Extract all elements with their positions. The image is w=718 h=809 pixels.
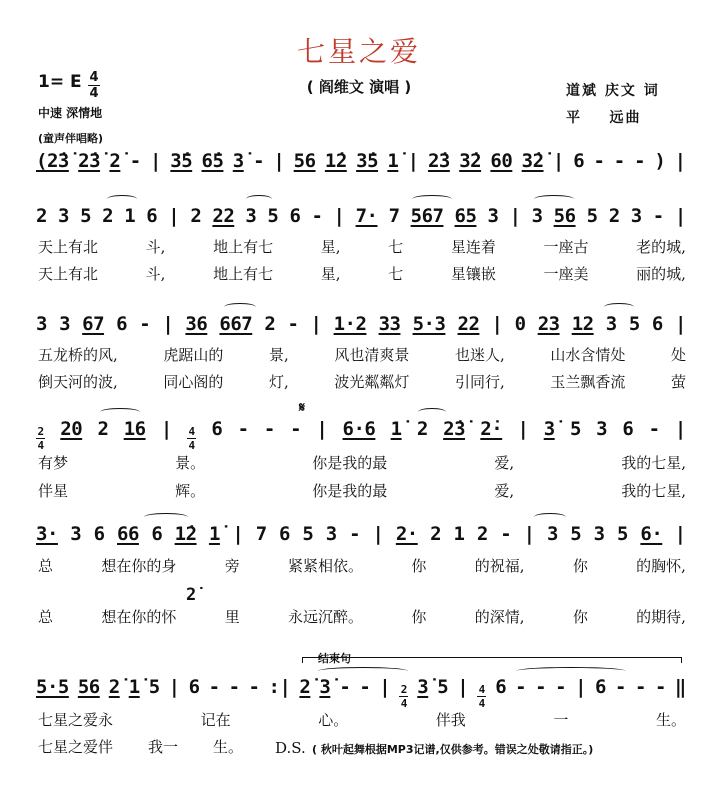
note: -	[208, 676, 220, 698]
note: 1	[124, 205, 136, 227]
note: )	[654, 150, 666, 172]
note: 5	[586, 205, 598, 227]
lyric-phrase: 伴星	[38, 482, 69, 500]
slur	[604, 303, 634, 311]
note: 2	[97, 418, 109, 440]
note: -	[515, 676, 527, 698]
note: 2̇	[108, 676, 120, 698]
lyric-phrase: 想在你的怀	[101, 608, 177, 626]
note: 56	[293, 150, 316, 172]
lyric-phrase: 你	[572, 557, 588, 575]
note: -	[253, 150, 265, 172]
lyric-line-verse-2	[38, 371, 686, 392]
note: 1	[453, 523, 465, 545]
note: -	[359, 676, 371, 698]
note: 3	[531, 205, 543, 227]
lyric-phrase: 七星之爱永	[38, 711, 114, 729]
lyric-line-verse-1	[38, 555, 686, 576]
note: -	[237, 418, 249, 440]
lyric-phrase: 我的七星,	[621, 454, 686, 472]
lyric-phrase: 我一	[147, 738, 178, 756]
note: 7·	[355, 205, 378, 227]
note: 0	[514, 313, 526, 335]
note: 5	[617, 523, 628, 545]
lyric-phrase: 我的七星,	[621, 482, 686, 500]
note: 33	[378, 313, 401, 335]
note: 7	[388, 205, 400, 227]
lyric-phrase: 五龙桥的风,	[38, 346, 118, 364]
note: -	[634, 676, 646, 698]
slur	[534, 195, 574, 203]
lyric-phrase: 爱,	[494, 454, 515, 472]
lyric-line-verse-1	[38, 236, 686, 257]
note: -	[648, 418, 660, 440]
lyric-phrase: 你	[572, 608, 588, 626]
lyric-phrase: 你	[411, 557, 427, 575]
lyric-phrase: 天上有北	[38, 238, 99, 256]
note: 22	[212, 205, 235, 227]
note: 3̇5	[356, 150, 379, 172]
note: 16	[123, 418, 146, 440]
note: 5	[570, 523, 582, 545]
note: 1̇	[387, 150, 399, 172]
barline: |	[523, 523, 535, 545]
segno-icon: 𝄋	[299, 400, 306, 416]
time-signature-bottom: 4	[89, 86, 99, 101]
note: 6·	[640, 523, 663, 545]
inline-time-signature-bottom: 4	[478, 697, 485, 710]
lyric-phrase: 斗,	[145, 238, 166, 256]
lyric-phrase: 心。	[318, 711, 349, 729]
lyric-phrase: 你是我的最	[312, 454, 388, 472]
note: -	[535, 676, 547, 698]
lyric-phrase: 总	[38, 557, 54, 575]
lyric-phrase: 你是我的最	[312, 482, 388, 500]
note: 2̇·	[480, 418, 503, 440]
lyric-phrase: 萤	[670, 373, 686, 391]
notation-line	[36, 523, 686, 545]
inline-time-signature	[477, 684, 486, 709]
note: 2̇3̇	[443, 418, 466, 440]
inline-time-signature-top: 4	[188, 425, 195, 438]
note: 6	[116, 313, 128, 335]
slur	[100, 408, 140, 416]
barline: |	[674, 205, 686, 227]
lyric-line-verse-2	[38, 606, 686, 627]
barline: |	[232, 523, 244, 545]
song-title: 七星之爱	[296, 35, 421, 68]
note: -	[129, 150, 141, 172]
barline: |	[674, 150, 686, 172]
note: -	[339, 676, 351, 698]
barline: |	[162, 313, 174, 335]
barline: |	[552, 150, 564, 172]
note: 3̇5	[170, 150, 193, 172]
singer-credit: ( 阎维文 演唱 )	[306, 78, 412, 96]
barline: |	[457, 676, 469, 698]
lyric-phrase: 爱,	[494, 482, 515, 500]
note: -	[349, 523, 361, 545]
note: 1̇	[390, 418, 402, 440]
note: 6	[188, 676, 200, 698]
inline-time-signature-top: 2	[400, 683, 407, 696]
note: 2	[102, 205, 114, 227]
barline: |	[407, 150, 419, 172]
note: 1̇2	[174, 523, 197, 545]
note: 3̇2̇	[521, 150, 544, 172]
lyric-phrase: 虎踞山的	[163, 346, 224, 364]
barline: |	[310, 313, 322, 335]
lyric-phrase: 星连着	[450, 238, 496, 256]
note: 65	[454, 205, 477, 227]
slur	[144, 513, 188, 521]
note: 3	[58, 205, 69, 227]
note: 66	[117, 523, 139, 545]
note: 6	[573, 150, 585, 172]
lyric-phrase: 七	[388, 265, 404, 283]
lyric-phrase: 风也清爽景	[334, 346, 410, 364]
lyric-line-verse-1	[38, 709, 686, 730]
note: -	[139, 313, 151, 335]
note: -	[248, 676, 260, 698]
lyric-phrase: 星,	[320, 265, 341, 283]
note: 667	[219, 313, 253, 335]
note: 2̇	[109, 150, 121, 172]
tempo-marking: 中速 深情地	[38, 106, 103, 120]
lyric-phrase: 倒天河的波,	[38, 373, 118, 391]
note: 3	[59, 313, 71, 335]
lyric-line-verse-2	[38, 736, 243, 757]
note: 567	[410, 205, 444, 227]
note: 3	[593, 523, 605, 545]
note: -	[290, 418, 302, 440]
lyric-phrase: 辉。	[175, 482, 206, 500]
note: 3	[70, 523, 82, 545]
note: 2̇3	[427, 150, 450, 172]
note: 2	[430, 523, 442, 545]
lyric-phrase: 的深情,	[474, 608, 525, 626]
barline: |	[674, 523, 686, 545]
lyric-phrase: 天上有北	[38, 265, 99, 283]
lyric-phrase: 旁	[224, 557, 240, 575]
note: -	[287, 313, 299, 335]
note: 3̇	[543, 418, 555, 440]
ending-bracket-left	[302, 657, 303, 663]
note: 1̇	[128, 676, 140, 698]
inline-time-signature	[399, 684, 408, 709]
note: 5	[302, 523, 314, 545]
lyric-phrase: 山水含情处	[550, 346, 626, 364]
slur	[224, 303, 256, 311]
note: -	[263, 418, 275, 440]
barline: :|	[268, 676, 291, 698]
note: -	[654, 676, 666, 698]
note: (2̇3̇	[36, 150, 69, 172]
lyric-line-verse-1	[38, 344, 686, 365]
note: 6	[151, 523, 163, 545]
note: 6	[651, 313, 663, 335]
note: 2	[608, 205, 620, 227]
lyric-phrase: 灯,	[268, 373, 289, 391]
lyric-phrase: 生。	[212, 738, 243, 756]
note: 5·5	[36, 676, 69, 698]
note: 5	[437, 676, 449, 698]
lyric-phrase: 星镶嵌	[450, 265, 496, 283]
barline: |	[575, 676, 587, 698]
note: 7	[255, 523, 267, 545]
note: 67	[82, 313, 105, 335]
lyric-phrase: 紧紧相依。	[288, 557, 364, 575]
lyric-phrase: 的期待,	[636, 608, 686, 626]
lyric-phrase: 伴我	[435, 711, 466, 729]
notation-line	[36, 418, 686, 451]
note: 2̇3̇	[78, 150, 101, 172]
lyric-phrase: 也迷人,	[454, 346, 505, 364]
ds-label: D.S.	[275, 739, 306, 757]
note: 56	[553, 205, 576, 227]
lyric-phrase: 有梦	[38, 454, 69, 472]
ending-bracket-right	[681, 657, 682, 663]
note: 6	[93, 523, 105, 545]
ending-label: 结束句	[318, 652, 351, 665]
lyric-phrase: 波光粼粼灯	[334, 373, 410, 391]
barline: |	[333, 205, 345, 227]
lyricist-composer-credit: 道斌 庆文 词 平 远曲	[566, 83, 660, 126]
note: -	[311, 205, 323, 227]
lyric-phrase: 记在	[200, 711, 231, 729]
note: 3	[36, 313, 47, 335]
note: 22	[457, 313, 480, 335]
note: 3̇	[319, 676, 331, 698]
note: 3	[546, 523, 558, 545]
slur	[318, 667, 408, 675]
note: 6·6	[342, 418, 376, 440]
lyric-phrase: 地上有七	[213, 265, 274, 283]
lyric-line-verse-1	[38, 452, 686, 473]
barline: ‖	[674, 676, 686, 698]
lyric-phrase: 的胸怀,	[636, 557, 686, 575]
transcription-note: ( 秋叶起舞根据MP3记谱,仅供参考。错误之处敬请指正。)	[312, 743, 594, 756]
lyric-phrase: 里	[224, 608, 240, 626]
barline: |	[379, 676, 391, 698]
lyric-phrase: 一座美	[543, 265, 589, 283]
lyric-phrase: 斗,	[145, 265, 166, 283]
note: 56	[77, 676, 100, 698]
note: 3	[596, 418, 608, 440]
slur	[246, 195, 272, 203]
note: 5	[80, 205, 92, 227]
note: 2·	[395, 523, 418, 545]
inline-time-signature-bottom: 4	[400, 697, 407, 710]
lyric-phrase: 你	[411, 608, 427, 626]
key-signature: 1= E	[38, 72, 82, 92]
notation-line	[36, 150, 686, 172]
inline-time-signature-bottom: 4	[37, 439, 44, 452]
note: 1̇	[208, 523, 220, 545]
lyric-line-verse-2	[38, 480, 686, 501]
note: -	[593, 150, 605, 172]
barline: |	[160, 418, 172, 440]
barline: |	[491, 313, 503, 335]
lyric-phrase: 一座古	[543, 238, 589, 256]
note: 6	[211, 418, 223, 440]
note: 6	[595, 676, 606, 698]
ending-bracket-line	[302, 657, 682, 658]
lyric-phrase: 的祝福,	[474, 557, 525, 575]
barline: |	[674, 313, 686, 335]
note: 5	[628, 313, 640, 335]
note: 3	[605, 313, 617, 335]
inline-time-signature	[36, 426, 45, 451]
note: 6	[495, 676, 507, 698]
lyric-phrase: 景,	[268, 346, 289, 364]
note: 12	[571, 313, 594, 335]
note: 3	[487, 205, 499, 227]
lyric-phrase: 七星之爱伴	[38, 738, 114, 756]
lyric-phrase: 一	[553, 711, 569, 729]
lyric-phrase: 老的城,	[636, 238, 686, 256]
note: 2	[476, 523, 488, 545]
slur	[534, 513, 566, 521]
lyric-phrase: 想在你的身	[101, 557, 177, 575]
inline-time-signature-top: 2	[37, 425, 44, 438]
lyric-phrase: 景。	[175, 454, 206, 472]
note: 1̇2	[324, 150, 347, 172]
note: -	[615, 676, 626, 698]
inline-time-signature-top: 4	[478, 683, 485, 696]
lyric-phrase: 玉兰飘香流	[550, 373, 626, 391]
note: 23	[537, 313, 560, 335]
note: 3	[245, 205, 257, 227]
note: 6	[146, 205, 158, 227]
note: 6̇5	[201, 150, 224, 172]
note: 6	[279, 523, 290, 545]
section-label: (童声伴唱略)	[38, 132, 104, 145]
slur	[516, 667, 626, 675]
note: -	[613, 150, 625, 172]
note: 20	[60, 418, 83, 440]
lyric-phrase: 同心阁的	[163, 373, 224, 391]
lyric-phrase: 丽的城,	[636, 265, 686, 283]
lyric-phrase: 永远沉醉。	[288, 608, 364, 626]
barline: |	[168, 205, 180, 227]
barline: |	[517, 418, 529, 440]
note: 6	[289, 205, 301, 227]
note: 3̇2	[459, 150, 482, 172]
note: 2	[36, 205, 47, 227]
time-signature	[88, 71, 100, 100]
lyric-line-verse-2	[38, 263, 686, 284]
notation-line	[36, 205, 686, 227]
barline: |	[674, 418, 686, 440]
note: 3̇	[232, 150, 244, 172]
lyric-phrase: 引同行,	[454, 373, 505, 391]
note: 3	[325, 523, 337, 545]
barline: |	[509, 205, 521, 227]
lyric-phrase: 处	[670, 346, 686, 364]
note: 2̇	[299, 676, 311, 698]
note: 5	[267, 205, 279, 227]
note: -	[500, 523, 512, 545]
inline-time-signature	[187, 426, 196, 451]
barline: |	[168, 676, 180, 698]
note: -	[555, 676, 567, 698]
barline: |	[273, 150, 285, 172]
lyric-phrase: 星,	[320, 238, 341, 256]
notation-line	[36, 313, 686, 335]
note: -	[634, 150, 646, 172]
note: -	[652, 205, 664, 227]
slur	[412, 195, 452, 203]
note: 1·2	[333, 313, 367, 335]
note: 5	[569, 418, 581, 440]
note: 5	[148, 676, 160, 698]
note: 2	[416, 418, 428, 440]
note: 2	[264, 313, 276, 335]
slur	[107, 195, 137, 203]
lyric-phrase: 生。	[655, 711, 686, 729]
note: 3	[630, 205, 642, 227]
note: 3·	[36, 523, 58, 545]
note: 36	[185, 313, 208, 335]
extra-note: 2̇	[186, 585, 197, 605]
inline-time-signature-bottom: 4	[188, 439, 195, 452]
barline: |	[316, 418, 328, 440]
note: -	[228, 676, 240, 698]
barline: |	[150, 150, 161, 172]
note: 3̇	[417, 676, 429, 698]
lyric-phrase: 地上有七	[213, 238, 274, 256]
note: 5·3	[412, 313, 446, 335]
notation-line	[36, 676, 686, 709]
barline: |	[372, 523, 384, 545]
slur	[418, 408, 446, 416]
note: 2	[190, 205, 202, 227]
note: 60	[490, 150, 513, 172]
lyric-phrase: 总	[38, 608, 54, 626]
time-signature-top: 4	[89, 70, 99, 85]
note: 6	[622, 418, 634, 440]
lyric-phrase: 七	[388, 238, 404, 256]
